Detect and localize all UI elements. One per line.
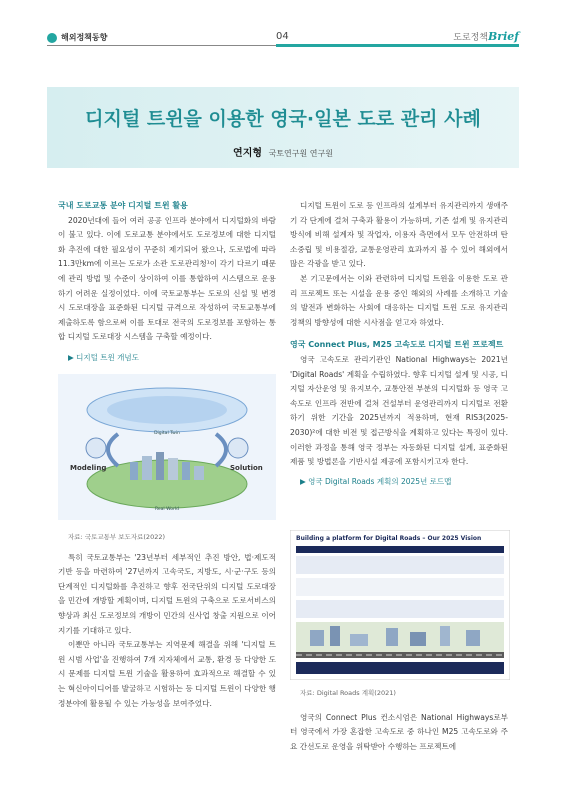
section-heading-domestic: 국내 도로교통 분야 디지털 트윈 활용 xyxy=(58,201,188,210)
label-modeling: Modeling xyxy=(70,464,107,472)
figure-source: 자료: Digital Roads 계획(2021) xyxy=(300,689,396,697)
brand-name: Brief xyxy=(487,30,519,43)
figure-caption: ▶ 디지털 트윈 개념도 xyxy=(68,352,139,362)
title-banner xyxy=(47,87,519,168)
section-dot-icon xyxy=(47,33,57,43)
brand-prefix: 도로정책 xyxy=(453,33,488,43)
label-real-world: Real World xyxy=(154,507,180,512)
paragraph: 디지털 트윈이 도로 등 인프라의 설계부터 유지관리까지 생애주기 각 단계에 걸쳐 구축과 활용이 가능하며, 기존 설계 및 유지관리 방식에 비해 설계자 및 작업자, 이용자 측면에서 모두 안전하며 탄소중립 및 비용절감, 교통운영관리 효과까지 볼 수 있어 해외에서 많은 각광을 받고 있다. xyxy=(290,201,508,269)
paragraph: 영국의 Connect Plus 컨소시엄은 National Highways로부터 영국에서 가장 혼잡한 고속도로 중 하나인 M25 고속도로와 주요 간선도로 운영을 위탁받아 수행하는 프로젝트에 xyxy=(290,712,508,751)
figure-caption: ▶ 영국 Digital Roads 계획의 2025년 로드맵 xyxy=(300,476,452,486)
header-accent-bar xyxy=(276,44,519,47)
left-column-bottom xyxy=(58,530,276,711)
section-label xyxy=(47,32,107,43)
digital-roads-roadmap xyxy=(290,530,510,680)
right-column-top xyxy=(290,199,508,489)
author-name: 연지형 xyxy=(233,148,263,159)
roadmap-title: Building a platform for Digital Roads – Our 2025 Vision xyxy=(296,535,482,542)
label-solution: Solution xyxy=(230,464,263,472)
page-number: 04 xyxy=(276,31,289,42)
paragraph: 이뿐만 아니라 국토교통부는 지역문제 해결을 위해 '디지털 트윈 시범 사업'을 진행하여 7개 지자체에서 교통, 환경 등 다양한 도시 문제를 디지털 트윈 기술을 활용하여 효과적으로 해결할 수 있는 혁신아이디어를 발굴하고 시험하는 등 디지털 트윈이 다양한 행정분야에 활용될 수 있는 가능성을 보여주었다. xyxy=(58,640,276,708)
section-name: 해외정책동향 xyxy=(61,33,108,42)
paragraph: 특히 국토교통부는 '23년부터 세부적인 추진 방안, 법·제도적 기반 등을 마련하여 '27년까지 고속국도, 지방도, 시·군·구도 등의 단계적인 디지털화를 추진하고 향후 전국단위의 디지털 도로대장을 민간에 개방할 계획이며, 디지털 트윈의 구축으로 도로서비스의 향상과 최신 도로정보의 개방이 민간의 신사업 창출 지원으로 이어지기를 기대하고 있다. xyxy=(58,552,276,635)
article-title: 디지털 트윈을 이용한 영국·일본 도로 관리 사례 xyxy=(85,108,481,130)
paragraph: 본 기고문에서는 이와 관련하여 디지털 트윈을 이용한 도로 관리 프로젝트 또는 시설을 운용 중인 해외의 사례를 소개하고 기술의 발전과 변화하는 사회에 대응하는 디지털 트윈 도로 유지관리 정책의 방향성에 대한 시사점을 얻고자 하였다. xyxy=(290,273,508,327)
left-column-top xyxy=(58,199,276,366)
paragraph: 2020년대에 들어 여러 공공 인프라 분야에서 디지털화의 바람이 불고 있다. 이에 도로교통 분야에서도 도로정보에 대한 디지털화 추진에 대한 필요성이 꾸준히 제기되어 왔으나, 도로법에 따라 11.3만km에 이르는 도로가 소관 도로관리청¹이 각기 다르기 때문에 관리 방법 및 수준이 상이하여 이를 통합하여 시스템으로 운용하기 어려운 실정이었다. 이에 국토교통부는 도로의 신설 및 변경 시 도로대장을 표준화된 디지털 규격으로 작성하여 국토교통부에 제출하도록 함으로써 이를 토대로 전국의 도로정보를 포함하는 통합 디지털 도로대장 시스템을 구축할 예정이다. xyxy=(58,215,276,342)
author-line xyxy=(47,144,519,159)
label-digital-twin: Digital Twin xyxy=(154,431,180,436)
paragraph: 영국 고속도로 관리기관인 National Highways는 2021년 'Digital Roads' 계획을 수립하였다. 향후 디지털 설계 및 시공, 디지털 자산운영 및 유지보수, 교통안전 부분의 디지털화 등 영국 고속도로 인프라 전반에 걸쳐 건설부터 운영관리까지 디지털로 전환하기 위한 기간을 2025년까지 적용하며, 현재 RIS3(2025-2030)²에 대한 비전 및 접근방식을 계획하고 있다는 특징이 있다. 이러한 과정을 통해 영국 정부는 자동화된 디지털 설계, 표준화된 제품 및 방법론을 기반시설 제공에 포함시키고자 한다. xyxy=(290,354,508,467)
author-affiliation: 국토연구원 연구원 xyxy=(268,149,333,158)
right-column-bottom xyxy=(290,686,508,754)
section-heading-uk: 영국 Connect Plus, M25 고속도로 디지털 트윈 프로젝트 xyxy=(290,340,504,350)
figure-source: 자료: 국토교통부 보도자료(2022) xyxy=(68,533,166,541)
brand-logo xyxy=(453,30,519,43)
digital-twin-diagram xyxy=(58,374,276,520)
